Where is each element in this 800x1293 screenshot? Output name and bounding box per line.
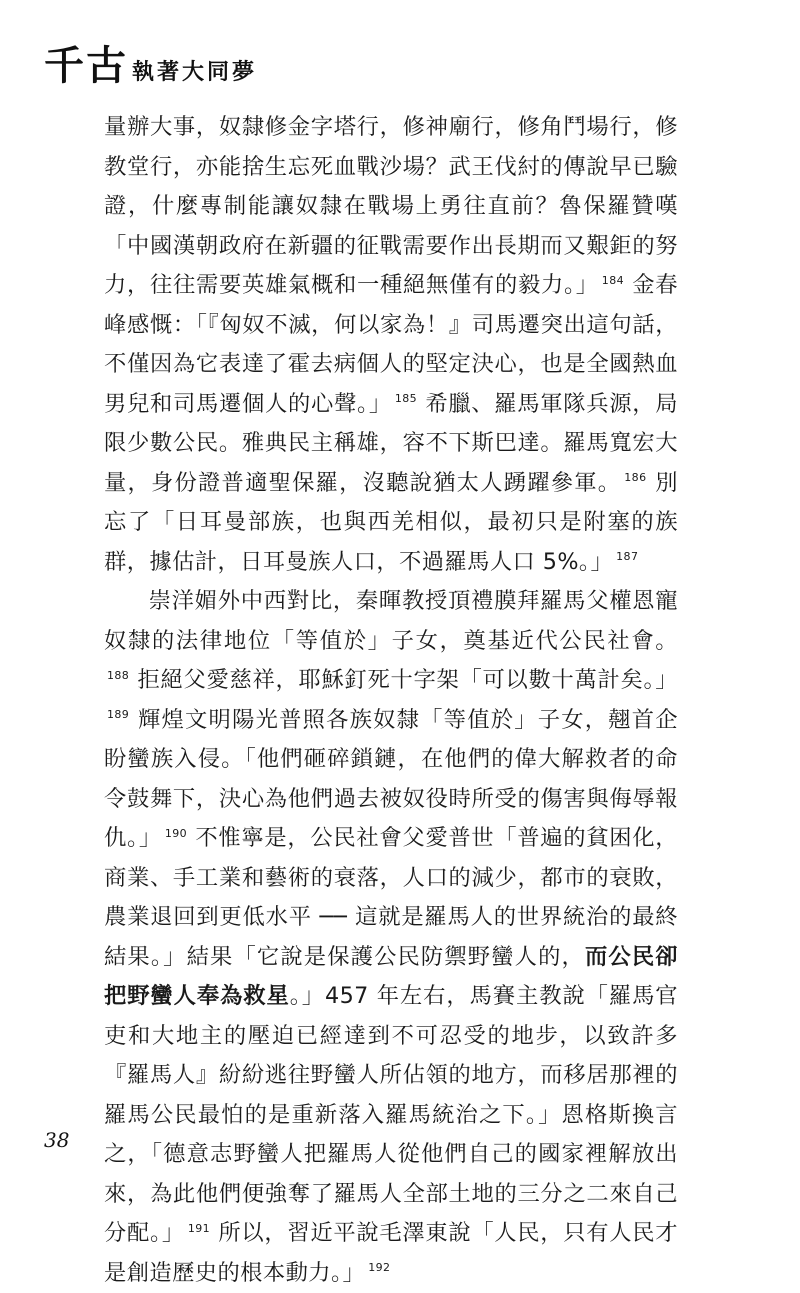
text-run: 。」457 年左右，馬賽主教說「羅馬官吏和大地主的壓迫已經達到不可忍受的地步，以致許多『羅馬人』紛紛逃往野蠻人所佔領的地方，而移居那裡的羅馬公民最怕的是重新落入羅馬統治之下。」恩格斯換言之，「德意志野蠻人把羅馬人從他們自己的國家裡解放出來，為此他們便強奪了羅馬人全部土地的三分之二來自己分配。」 xyxy=(104,983,678,1246)
running-header xyxy=(44,34,257,91)
text-run: 拒絕父愛慈祥，耶穌釘死十字架「可以數十萬計矣。」 xyxy=(137,667,678,693)
text-run: 所以，習近平說毛澤東說「人民，只有人民才是創造歷史的根本動力。」 xyxy=(104,1220,678,1286)
text-run: 輝煌文明陽光普照各族奴隸「等值於」子女，翹首企盼蠻族入侵。「他們砸碎鎖鏈，在他們的偉大解救者的命令鼓舞下，決心為他們過去被奴役時所受的傷害與侮辱報仇。」 xyxy=(104,706,678,851)
footnote-ref-184: 184 xyxy=(601,273,624,287)
footnote-ref-189: 189 xyxy=(107,708,130,722)
footnote-ref-188: 188 xyxy=(107,668,130,682)
paragraph-2 xyxy=(104,582,678,1293)
text-run: 崇洋媚外中西對比，秦暉教授頂禮膜拜羅馬父權恩寵奴隸的法律地位「等值於」子女，奠基近代公民社會。 xyxy=(104,588,678,654)
book-title-main: 千古 xyxy=(44,42,128,89)
text-run: 希臘、羅馬軍隊兵源，局限少數公民。雅典民主稱雄，容不下斯巴達。羅馬寬宏大量，身份證普適聖保羅，沒聽說猶太人踴躍參軍。 xyxy=(104,390,678,496)
paragraph-1 xyxy=(104,108,678,582)
footnote-ref-190: 190 xyxy=(164,826,188,840)
footnote-ref-187: 187 xyxy=(616,550,639,564)
footnote-ref-185: 185 xyxy=(394,392,418,406)
text-run: 金春峰感慨：「『匈奴不滅，何以家為！』司馬遷突出這句話，不僅因為它表達了霍去病個人的堅定決心，也是全國熱血男兒和司馬遷個人的心聲。」 xyxy=(104,272,678,417)
footnote-ref-191: 191 xyxy=(187,1221,211,1235)
bold-emphasis: 而公民卻把野蠻人奉為救星 xyxy=(104,943,678,1009)
text-run: 不惟寧是，公民社會父愛普世「普遍的貧困化，商業、手工業和藝術的衰落，人口的減少，都市的衰敗，農業退回到更低水平 ── 這就是羅馬人的世界統治的最終結果。」結果「它說是保護公民防禦野蠻人的， xyxy=(104,825,678,970)
body-text xyxy=(104,108,678,1293)
footnote-ref-192: 192 xyxy=(368,1261,391,1275)
page-number: 38 xyxy=(44,1128,70,1152)
text-run: 別忘了「日耳曼部族，也與西羌相似，最初只是附塞的族群，據估計，日耳曼族人口，不過羅馬人口 5%。」 xyxy=(104,469,678,575)
text-run: 量辦大事，奴隸修金字塔行，修神廟行，修角鬥場行，修教堂行，亦能捨生忘死血戰沙場？武王伐紂的傳說早已驗證，什麼專制能讓奴隸在戰場上勇往直前？魯保羅贊嘆「中國漢朝政府在新疆的征戰需要作出長期而又艱鉅的努力，往往需要英雄氣概和一種絕無僅有的毅力。」 xyxy=(104,114,678,298)
footnote-ref-186: 186 xyxy=(624,471,647,485)
book-title-sub: 執著大同夢 xyxy=(132,59,258,85)
